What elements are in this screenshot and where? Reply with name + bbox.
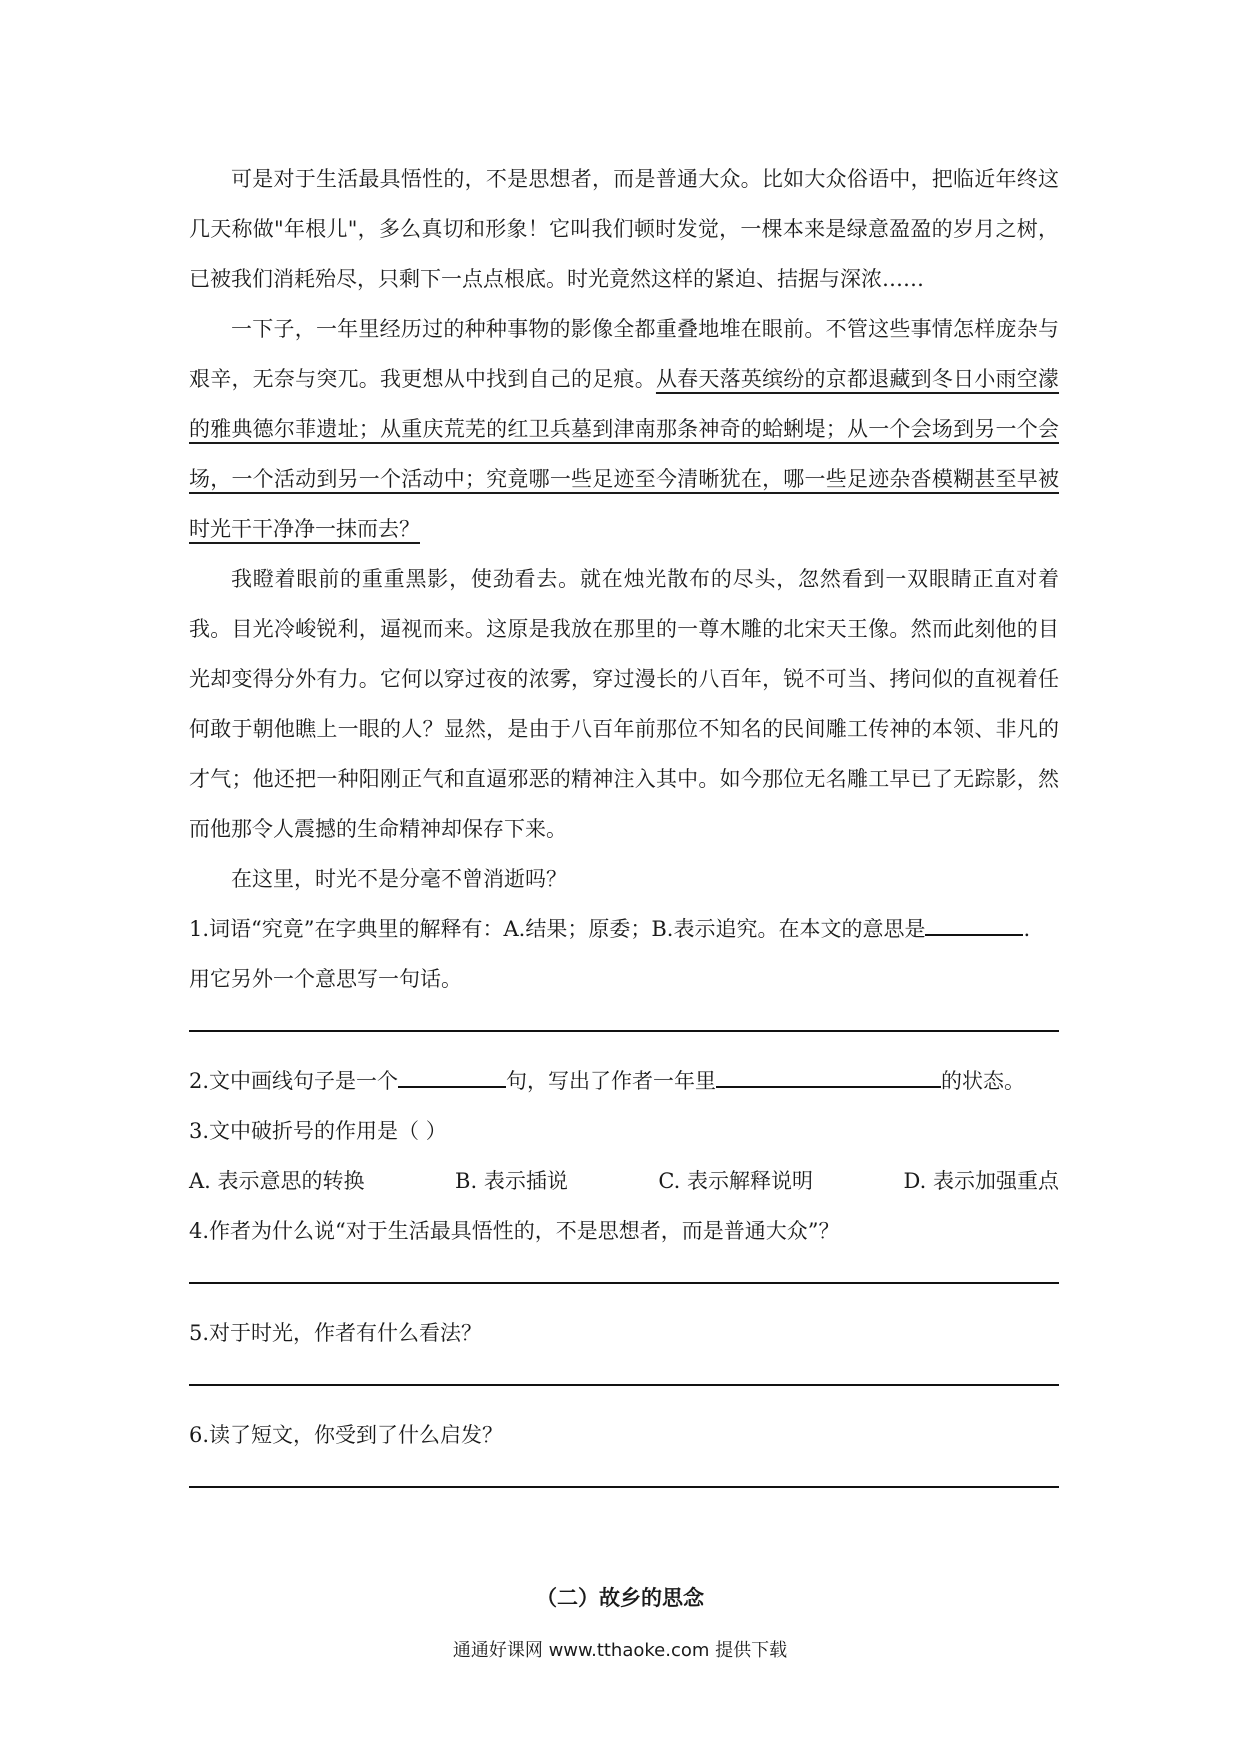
question-1-answer-line[interactable]: [189, 1004, 1059, 1032]
page-footer: 通通好课网 www.tthaoke.com 提供下载: [452, 1640, 788, 1661]
question-1: [189, 904, 1059, 954]
question-5: 5.对于时光，作者有什么看法？: [189, 1321, 483, 1345]
option-b[interactable]: B. 表示插说: [455, 1169, 568, 1193]
question-6-answer-line[interactable]: [189, 1460, 1059, 1488]
question-4-answer-line[interactable]: [189, 1256, 1059, 1284]
question-1-instruction: 用它另外一个意思写一句话。: [189, 967, 462, 991]
passage-paragraph-3: 我瞪着眼前的重重黑影，使劲看去。就在烛光散布的尽头，忽然看到一双眼睛正直对着我。目光冷峻锐利，逼视而来。这原是我放在那里的一尊木雕的北宋天王像。然而此刻他的目光却变得分外有力。它何以穿过夜的浓雾，穿过漫长的八百年，锐不可当、拷问似的直视着任何敢于朝他瞧上一眼的人？显然，是由于八百年前那位不知名的民间雕工传神的本领、非凡的才气；他还把一种阳刚正气和直逼邪恶的精神注入其中。如今那位无名雕工早已了无踪影，然而他那令人震撼的生命精神却保存下来。: [189, 567, 1059, 841]
passage-paragraph-4: 在这里，时光不是分毫不曾消逝吗？: [231, 867, 567, 891]
passage-paragraph-2-text: 一下子，一年里经历过的种种事物的影像全都重叠地堆在眼前。不管这些事情怎样庞杂与艰辛，无奈与突兀。我更想从中找到自己的足痕。: [189, 317, 1059, 391]
question-2-blank-2[interactable]: [716, 1064, 941, 1088]
underlined-sentence: 从春天落英缤纷的京都退藏到冬日小雨空濛的雅典德尔菲遗址；从重庆荒芜的红卫兵墓到津南那条神奇的蛤蜊堤；从一个会场到另一个会场，一个活动到另一个活动中；究竟哪一些足迹至今清晰犹在，哪一些足迹杂沓模糊甚至早被时光干干净净一抹而去？: [189, 367, 1060, 541]
question-1-period: .: [1023, 917, 1031, 941]
option-a[interactable]: A. 表示意思的转换: [189, 1169, 365, 1193]
question-2-text-b: 句，写出了作者一年里: [506, 1069, 717, 1093]
question-5-answer-line[interactable]: [189, 1358, 1059, 1386]
question-1-text: 1.词语“究竟”在字典里的解释有：A.结果；原委；B.表示追究。在本文的意思是: [189, 917, 926, 941]
passage-paragraph-1: 可是对于生活最具悟性的，不是思想者，而是普通大众。比如大众俗语中，把临近年终这几天称做"年根儿"，多么真切和形象！它叫我们顿时发觉，一棵本来是绿意盈盈的岁月之树，已被我们消耗殆尽，只剩下一点点根底。时光竟然这样的紧迫、拮据与深浓……: [189, 167, 1059, 291]
passage-paragraph-2: [189, 304, 1059, 554]
question-2-blank-1[interactable]: [398, 1064, 506, 1088]
option-d[interactable]: D. 表示加强重点: [903, 1169, 1059, 1193]
section-title: （二）故乡的思念: [536, 1586, 704, 1610]
question-3: 3.文中破折号的作用是（ ）: [189, 1119, 447, 1143]
question-1-blank[interactable]: [925, 912, 1023, 936]
worksheet-page: [189, 154, 1059, 1512]
question-2-text-a: 2.文中画线句子是一个: [189, 1069, 399, 1093]
question-2: [189, 1056, 1059, 1106]
question-3-options: [189, 1156, 1059, 1206]
question-6: 6.读了短文，你受到了什么启发？: [189, 1423, 504, 1447]
option-c[interactable]: C. 表示解释说明: [658, 1169, 814, 1193]
question-2-text-c: 的状态。: [941, 1069, 1026, 1093]
question-4: 4.作者为什么说“对于生活最具悟性的，不是思想者，而是普通大众”？: [189, 1219, 840, 1243]
